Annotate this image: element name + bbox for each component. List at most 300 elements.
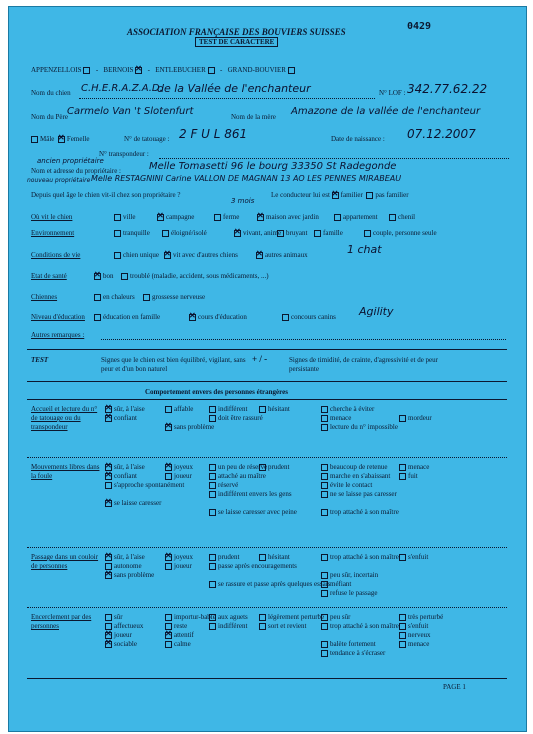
option-label: bruyant (286, 229, 308, 237)
form-number: 0429 (407, 21, 432, 32)
row-4-option-1[interactable] (143, 293, 205, 301)
checkbox[interactable] (399, 464, 406, 471)
group-3-col-3-option-0[interactable] (259, 613, 324, 621)
group-0-col-1-option-0[interactable] (165, 405, 193, 413)
page-number: PAGE 1 (443, 683, 466, 691)
group-2-col-2-option-0[interactable] (209, 553, 239, 561)
lof-label: N° LOF : (379, 89, 406, 97)
group-1-col-4-option-3[interactable] (321, 490, 397, 498)
breed-bernois-checkbox[interactable] (135, 67, 142, 74)
option-label: importur-bable (174, 613, 216, 621)
row-0-option-5[interactable] (389, 213, 415, 221)
option-label: très perturbé (408, 613, 444, 621)
checkbox[interactable] (214, 214, 221, 221)
checkbox[interactable] (399, 415, 406, 422)
checkbox[interactable] (105, 482, 112, 489)
group-1-col-5-option-0[interactable] (399, 463, 429, 471)
option-label: sort et revient (268, 622, 307, 630)
option-label: attentif (174, 631, 194, 639)
option-label: joyeux (174, 463, 194, 471)
association-title: ASSOCIATION FRANÇAISE DES BOUVIERS SUISSES (127, 27, 346, 37)
row-1-option-2[interactable] (234, 229, 281, 237)
checkbox[interactable] (105, 415, 112, 422)
option-label: aux aguets (218, 613, 248, 621)
form-title: TEST DE CARACTERE (195, 37, 278, 47)
row-5-option-2[interactable] (282, 313, 336, 321)
checkbox[interactable] (321, 406, 328, 413)
group-3-col-4-option-2[interactable] (321, 640, 376, 648)
tattoo-label: N° de tatouage : (124, 135, 170, 143)
option-label: s'enfuit (408, 553, 429, 561)
row-label-3: Etat de santé (31, 272, 67, 280)
male-label: Mâle (40, 135, 55, 143)
handler-label: Le conducteur lui est (271, 191, 330, 199)
breed-appenzellois-label: APPENZELLOIS (31, 66, 82, 74)
test-positive-text: Signes que le chien est bien équilibré, vigilant, sans peur et d'un bon naturel (101, 356, 246, 373)
option-label: campagne (166, 213, 195, 221)
option-label: joyeux (174, 553, 194, 561)
checkbox[interactable] (364, 230, 371, 237)
option-label: se laisse caresser (114, 499, 162, 507)
group-1-col-2-option-2[interactable] (209, 481, 238, 489)
checkbox[interactable] (259, 406, 266, 413)
option-label: passe après encouragements (218, 562, 297, 570)
sex-row (31, 135, 89, 143)
option-label: concours canins (291, 313, 336, 321)
group-0-col-4-option-1[interactable] (321, 414, 351, 422)
option-label: affectueux (114, 622, 144, 630)
row-label-6: Autres remarques : (31, 331, 85, 339)
option-label: hésitant (268, 405, 290, 413)
option-label: légèrement perturbé (268, 613, 325, 621)
row-label-4: Chiennes (31, 293, 58, 301)
row-5-option-1[interactable] (189, 313, 247, 321)
group-3-col-2-option-1[interactable] (209, 622, 247, 630)
row-1-option-4[interactable] (314, 229, 343, 237)
group-0-col-0-option-1[interactable] (105, 414, 137, 422)
row-0-option-2[interactable] (214, 213, 239, 221)
checkbox[interactable] (209, 509, 216, 516)
checkbox[interactable] (321, 623, 328, 630)
test-plus-minus: + / - (252, 354, 268, 364)
checkbox[interactable] (94, 314, 101, 321)
mother-name-value: Amazone de la vallée de l'enchanteur (291, 106, 481, 117)
checkbox[interactable] (157, 214, 164, 221)
group-2-col-2-option-2[interactable] (209, 580, 330, 588)
option-label: sociable (114, 640, 137, 648)
row-5-note: Agility (359, 305, 394, 318)
checkbox[interactable] (165, 632, 172, 639)
group-3-col-1-option-3[interactable] (165, 640, 191, 648)
checkbox[interactable] (209, 415, 216, 422)
group-0-col-5-option-1[interactable] (399, 414, 432, 422)
group-1-col-1-option-0[interactable] (165, 463, 193, 471)
option-label: sûr, à l'aise (114, 553, 145, 561)
option-label: tranquille (123, 229, 150, 237)
checkbox[interactable] (321, 641, 328, 648)
breed-grand-bouvier-checkbox[interactable] (288, 67, 295, 74)
group-1-col-2-option-3[interactable] (209, 490, 292, 498)
row-0-option-1[interactable] (157, 213, 194, 221)
checkbox[interactable] (114, 214, 121, 221)
option-label: sûr (114, 613, 123, 621)
option-label: s'enfuit (408, 622, 429, 630)
option-label: menace (408, 640, 430, 648)
option-label: évite le contact (330, 481, 373, 489)
checkbox[interactable] (257, 214, 264, 221)
checkbox[interactable] (94, 273, 101, 280)
checkbox[interactable] (282, 314, 289, 321)
section-title: Comportement envers des personnes étrangères (145, 388, 288, 396)
option-label: ferme (223, 213, 240, 221)
checkbox[interactable] (94, 294, 101, 301)
group-2-col-2-option-1[interactable] (209, 562, 297, 570)
option-label: balète fortement (330, 640, 376, 648)
dog-name-value: C.H.E.R.A.Z.A.D. (81, 83, 163, 94)
owner-line-1: Melle Tomasetti 96 le bourg 33350 St Radegonde (149, 161, 397, 172)
checkbox[interactable] (209, 581, 216, 588)
row-5-option-0[interactable] (94, 313, 160, 321)
option-label: famille (323, 229, 343, 237)
breed-entlebucher-checkbox[interactable] (208, 67, 215, 74)
group-3-col-2-option-0[interactable] (209, 613, 248, 621)
option-label: sans problème (114, 571, 155, 579)
checkbox[interactable] (321, 424, 328, 431)
checkbox[interactable] (259, 614, 266, 621)
checkbox[interactable] (114, 252, 121, 259)
checkbox[interactable] (105, 572, 112, 579)
father-name-value: Carmelo Van 't Slotenfurt (67, 106, 194, 117)
option-label: confiant (114, 414, 137, 422)
group-1-col-4-option-2[interactable] (321, 481, 372, 489)
group-1-col-0-option-2[interactable] (105, 481, 184, 489)
checkbox[interactable] (399, 554, 406, 561)
checkbox[interactable] (399, 614, 406, 621)
group-1-col-0-option-1[interactable] (105, 472, 137, 480)
checkbox[interactable] (165, 406, 172, 413)
option-label: cours d'éducation (198, 313, 247, 321)
checkbox[interactable] (314, 230, 321, 237)
option-label: autres animaux (265, 251, 308, 259)
checkbox[interactable] (321, 572, 328, 579)
group-2-col-1-option-1[interactable] (165, 562, 192, 570)
checkbox[interactable] (165, 473, 172, 480)
group-label-2: Passage dans un couloir de personnes (31, 553, 99, 570)
option-label: trop attaché à son maître (330, 622, 399, 630)
checkbox[interactable] (259, 623, 266, 630)
checkbox[interactable] (321, 509, 328, 516)
group-3-col-5-option-0[interactable] (399, 613, 443, 621)
group-3-col-4-option-3[interactable] (321, 649, 385, 657)
option-label: hésitant (268, 553, 290, 561)
checkbox[interactable] (321, 581, 328, 588)
row-0-option-3[interactable] (257, 213, 319, 221)
breed-appenzellois-checkbox[interactable] (83, 67, 90, 74)
checkbox[interactable] (321, 473, 328, 480)
option-label: chenil (398, 213, 416, 221)
checkbox[interactable] (209, 473, 216, 480)
row-1-option-0[interactable] (114, 229, 150, 237)
row-2-option-1[interactable] (164, 251, 238, 259)
option-label: autonome (114, 562, 142, 570)
checkbox[interactable] (105, 500, 112, 507)
option-label: indifférent envers les gens (218, 490, 292, 498)
owner-line-2: Melle RESTAGNINI Carine VALLON DE MAGNAN 13 AO LES PENNES MIRABEAU (91, 174, 402, 183)
row-1-option-1[interactable] (162, 229, 207, 237)
option-label: indifférent (218, 405, 248, 413)
option-label: troublé (maladie, accident, sous médicaments, ...) (130, 272, 269, 280)
male-checkbox[interactable] (31, 136, 38, 143)
form-sheet (8, 6, 527, 732)
checkbox[interactable] (209, 554, 216, 561)
row-3-option-1[interactable] (121, 272, 269, 280)
not-familiar-label: pas familier (375, 191, 409, 199)
checkbox[interactable] (165, 563, 172, 570)
option-label: tendance à s'écraser (330, 649, 386, 657)
option-label: peu sûr (330, 613, 351, 621)
checkbox[interactable] (277, 230, 284, 237)
checkbox[interactable] (165, 424, 172, 431)
option-label: confiant (114, 472, 137, 480)
option-label: trop attaché à son maître (330, 508, 399, 516)
option-label: chien unique (123, 251, 159, 259)
checkbox[interactable] (259, 464, 266, 471)
option-label: grossesse nerveuse (152, 293, 206, 301)
option-label: calme (174, 640, 191, 648)
group-0-col-4-option-0[interactable] (321, 405, 374, 413)
group-3-col-0-option-0[interactable] (105, 613, 123, 621)
group-0-col-3-option-0[interactable] (259, 405, 290, 413)
group-label-3: Encerclement par des personnes (31, 613, 92, 630)
option-label: mordeur (408, 414, 432, 422)
group-2-col-4-option-3[interactable] (321, 589, 377, 597)
option-label: couple, personne seule (373, 229, 437, 237)
group-3-col-3-option-1[interactable] (259, 622, 307, 630)
checkbox[interactable] (209, 482, 216, 489)
checkbox[interactable] (209, 464, 216, 471)
group-3-col-4-option-0[interactable] (321, 613, 350, 621)
option-label: marche en s'abaissant (330, 472, 391, 480)
option-label: sans problème (174, 423, 215, 431)
row-3-option-0[interactable] (94, 272, 114, 280)
checkbox[interactable] (321, 482, 328, 489)
row-1-option-5[interactable] (364, 229, 437, 237)
group-3-col-5-option-2[interactable] (399, 631, 431, 639)
checkbox[interactable] (321, 415, 328, 422)
option-label: menace (330, 414, 352, 422)
option-label: sûr, à l'aise (114, 405, 145, 413)
row-1-option-3[interactable] (277, 229, 307, 237)
group-1-col-2-option-4[interactable] (209, 508, 297, 516)
row-label-1: Environnement (31, 229, 75, 237)
since-age-value: 3 mois (231, 197, 255, 205)
checkbox[interactable] (399, 632, 406, 639)
checkbox[interactable] (209, 406, 216, 413)
group-3-col-4-option-1[interactable] (321, 622, 399, 630)
row-2-option-0[interactable] (114, 251, 159, 259)
new-owner-note: nouveau propriétaire (27, 177, 91, 184)
option-label: s'approche spontanément (114, 481, 185, 489)
group-3-col-1-option-2[interactable] (165, 631, 194, 639)
checkbox[interactable] (334, 214, 341, 221)
option-label: prudent (218, 553, 240, 561)
group-2-col-4-option-2[interactable] (321, 580, 351, 588)
group-0-col-4-option-2[interactable] (321, 423, 398, 431)
row-label-0: Où vit le chien (31, 213, 73, 221)
checkbox[interactable] (259, 554, 266, 561)
group-2-col-1-option-0[interactable] (165, 553, 193, 561)
checkbox[interactable] (105, 641, 112, 648)
breed-bernois-label: BERNOIS (103, 66, 134, 74)
group-0-col-1-option-2[interactable] (165, 423, 214, 431)
checkbox[interactable] (165, 464, 172, 471)
birthdate-label: Date de naissance : (331, 135, 385, 143)
option-label: cherche à éviter (330, 405, 375, 413)
checkbox[interactable] (105, 554, 112, 561)
checkbox[interactable] (114, 230, 121, 237)
group-1-col-3-option-0[interactable] (259, 463, 289, 471)
since-age-label: Depuis quel âge le chien vit-il chez son propriétaire ? (31, 191, 181, 199)
option-label: trop attaché à son maître (330, 553, 399, 561)
checkbox[interactable] (209, 563, 216, 570)
group-1-col-4-option-1[interactable] (321, 472, 390, 480)
option-label: refuse le passage (330, 589, 378, 597)
female-label: Femelle (66, 135, 90, 143)
option-label: beaucoup de retenue (330, 463, 388, 471)
group-1-col-1-option-1[interactable] (165, 472, 192, 480)
father-name-label: Nom du Père (31, 113, 68, 121)
option-label: éloigné/isolé (171, 229, 207, 237)
row-label-2: Conditions de vie (31, 251, 81, 259)
option-label: joueur (174, 472, 192, 480)
option-label: appartement (343, 213, 378, 221)
familiar-checkbox[interactable] (332, 192, 339, 199)
checkbox[interactable] (321, 554, 328, 561)
group-1-col-0-option-3[interactable] (105, 499, 161, 507)
group-1-col-4-option-4[interactable] (321, 508, 399, 516)
option-label: attaché au maître (218, 472, 266, 480)
row-2-note: 1 chat (347, 243, 382, 256)
option-label: sûr, à l'aise (114, 463, 145, 471)
dog-affixe-value: de la Vallée de l'enchanteur (157, 82, 311, 95)
checkbox[interactable] (321, 464, 328, 471)
mother-name-label: Nom de la mère (231, 113, 276, 121)
birthdate-value: 07.12.2007 (407, 127, 476, 141)
option-label: réservé (218, 481, 239, 489)
option-label: lecture du n° impossible (330, 423, 398, 431)
not-familiar-checkbox[interactable] (366, 192, 373, 199)
checkbox[interactable] (162, 230, 169, 237)
group-2-col-0-option-2[interactable] (105, 571, 154, 579)
group-0-col-2-option-0[interactable] (209, 405, 247, 413)
checkbox[interactable] (189, 314, 196, 321)
checkbox[interactable] (321, 590, 328, 597)
test-label: TEST (31, 356, 49, 364)
checkbox[interactable] (164, 252, 171, 259)
option-label: menace (408, 463, 430, 471)
checkbox[interactable] (399, 641, 406, 648)
checkbox[interactable] (121, 273, 128, 280)
option-label: joueur (114, 631, 132, 639)
checkbox[interactable] (256, 252, 263, 259)
group-3-col-0-option-3[interactable] (105, 640, 137, 648)
checkbox[interactable] (105, 614, 112, 621)
group-2-col-5-option-0[interactable] (399, 553, 428, 561)
group-1-col-4-option-0[interactable] (321, 463, 388, 471)
option-label: ville (123, 213, 136, 221)
row-2-option-2[interactable] (256, 251, 308, 259)
checkbox[interactable] (165, 614, 172, 621)
group-label-1: Mouvements libres dans la foule (31, 463, 100, 480)
group-3-col-5-option-3[interactable] (399, 640, 429, 648)
group-0-col-2-option-1[interactable] (209, 414, 263, 422)
group-3-col-5-option-1[interactable] (399, 622, 428, 630)
checkbox[interactable] (321, 614, 328, 621)
female-checkbox[interactable] (58, 136, 65, 143)
option-label: peu sûr, incertain (330, 571, 379, 579)
group-2-col-4-option-0[interactable] (321, 553, 399, 561)
checkbox[interactable] (399, 473, 406, 480)
test-negative-text: Signes de timidité, de crainte, d'agressivité et de peur persistante (289, 356, 438, 373)
group-2-col-0-option-0[interactable] (105, 553, 145, 561)
dog-name-label: Nom du chien (31, 89, 71, 97)
breed-entlebucher-label: ENTLEBUCHER (155, 66, 206, 74)
checkbox[interactable] (105, 473, 112, 480)
option-label: affable (174, 405, 194, 413)
checkbox[interactable] (234, 230, 241, 237)
option-label: reste (174, 622, 188, 630)
option-label: ne se laisse pas caresser (330, 490, 397, 498)
checkbox[interactable] (321, 491, 328, 498)
checkbox[interactable] (399, 623, 406, 630)
checkbox[interactable] (143, 294, 150, 301)
checkbox[interactable] (209, 623, 216, 630)
row-0-option-0[interactable] (114, 213, 135, 221)
row-0-option-4[interactable] (334, 213, 378, 221)
option-label: fuit (408, 472, 418, 480)
option-label: se laisse caresser avec peine (218, 508, 297, 516)
row-4-option-0[interactable] (94, 293, 135, 301)
checkbox[interactable] (321, 650, 328, 657)
checkbox[interactable] (209, 491, 216, 498)
checkbox[interactable] (165, 554, 172, 561)
breed-grand-bouvier-label: GRAND-BOUVIER (227, 66, 286, 74)
lof-value: 342.77.62.22 (407, 82, 488, 96)
handler-row (271, 191, 409, 199)
checkbox[interactable] (389, 214, 396, 221)
option-label: se rassure et passe après quelques essais (218, 580, 331, 588)
group-1-col-5-option-1[interactable] (399, 472, 418, 480)
row-label-5: Niveau d'éducation (31, 313, 85, 321)
option-label: indifférent (218, 622, 248, 630)
option-label: maison avec jardin (266, 213, 319, 221)
owner-label: Nom et adresse du propriétaire : (31, 167, 121, 175)
group-1-col-2-option-1[interactable] (209, 472, 266, 480)
group-2-col-3-option-0[interactable] (259, 553, 290, 561)
group-2-col-4-option-1[interactable] (321, 571, 378, 579)
option-label: méfiant (330, 580, 352, 588)
checkbox[interactable] (165, 641, 172, 648)
option-label: doit être rassuré (218, 414, 263, 422)
checkbox[interactable] (209, 614, 216, 621)
former-owner-note: ancien propriétaire (37, 157, 104, 165)
tattoo-value: 2 F U L 861 (179, 127, 248, 141)
option-label: bon (103, 272, 114, 280)
option-label: nerveux (408, 631, 431, 639)
group-label-0: Accueil et lecture du n° de tatouage ou du transpondeur (31, 405, 98, 431)
breed-row: APPENZELLOIS - BERNOIS ✕ - ENTLEBUCHER - GRAND-BOUVIER (31, 66, 297, 74)
option-label: prudent (268, 463, 290, 471)
